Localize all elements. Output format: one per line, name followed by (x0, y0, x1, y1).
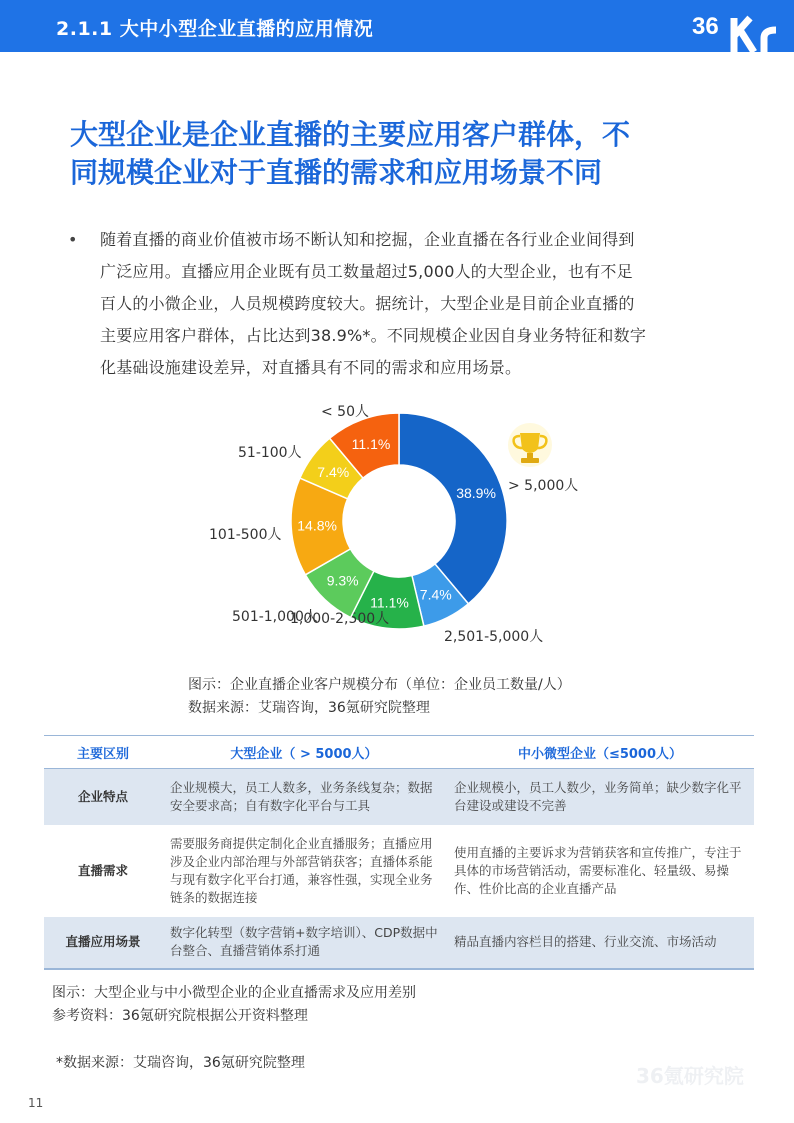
36kr-logo (684, 0, 794, 52)
svg-text:36: 36 (692, 13, 719, 40)
donut-chart (0, 395, 794, 660)
slice-category-label: > 5,000人 (508, 478, 579, 494)
slice-category-label: 2,501-5,000人 (444, 629, 544, 645)
table-cell-small: 使用直播的主要诉求为营销获客和宣传推广，专注于具体的市场营销活动，需要标准化、轻量级、易操作、性价比高的企业直播产品 (454, 844, 742, 896)
chart-caption-source: 数据来源：艾瑞咨询，36氪研究院整理 (188, 700, 430, 716)
slice-category-label: 1,000-2,500人 (290, 611, 390, 627)
slice-category-label: 51-100人 (238, 445, 302, 461)
headline-line-2: 同规模企业对于直播的需求和应用场景不同 (70, 156, 603, 189)
page-header (0, 0, 794, 52)
table-header-cell: 主要区别 (44, 736, 162, 769)
slice-category-label: 501-1,000人 (232, 609, 318, 625)
slice-value-label: 11.1% (370, 594, 409, 611)
table-cell-small: 企业规模小，员工人数少，业务简单；缺少数字化平台建设或建设不完善 (446, 769, 754, 825)
headline-line-1: 大型企业是企业直播的主要应用客户群体，不 (70, 118, 631, 151)
comparison-table (44, 735, 754, 970)
table-cell-small: 精品直播内容栏目的搭建、行业交流、市场活动 (446, 917, 754, 969)
table-row (44, 769, 754, 825)
slice-value-label: 7.4% (317, 463, 350, 480)
paragraph-line: 随着直播的商业价值被市场不断认知和挖掘，企业直播在各行业企业间得到 (100, 230, 635, 249)
table-cell-large: 企业规模大，员工人数多，业务条线复杂；数据安全要求高；自有数字化平台与工具 (162, 769, 446, 825)
slice-value-label: 7.4% (419, 586, 452, 603)
table-row (44, 917, 754, 969)
section-title: 2.1.1 大中小型企业直播的应用情况 (56, 18, 374, 40)
paragraph-line: 主要应用客户群体，占比达到38.9%*。不同规模企业因自身业务特征和数字 (100, 326, 647, 345)
watermark: 36氪研究院 (636, 1064, 744, 1088)
table-caption-source: 参考资料：36氪研究院根据公开资料整理 (52, 1008, 308, 1024)
chart-caption-title: 图示：企业直播企业客户规模分布（单位：企业员工数量/人） (188, 677, 571, 693)
chart-caption (188, 674, 571, 720)
body-paragraph (100, 224, 730, 384)
paragraph-line: 广泛应用。直播应用企业既有员工数量超过5,000人的大型企业，也有不足 (100, 262, 633, 281)
table-header-cell: 大型企业（ > 5000人） (162, 736, 446, 769)
row-label: 直播需求 (77, 862, 128, 878)
paragraph-line: 百人的小微企业，人员规模跨度较大。据统计，大型企业是目前企业直播的 (100, 294, 635, 313)
table-header-cell: 中小微型企业（≤5000人） (446, 736, 754, 769)
slice-value-label: 38.9% (456, 484, 496, 501)
row-label: 企业特点 (44, 769, 162, 825)
footnote: *数据来源：艾瑞咨询，36氪研究院整理 (56, 1055, 305, 1071)
paragraph-line: 化基础设施建设差异，对直播具有不同的需求和应用场景。 (100, 358, 522, 377)
table-row (44, 825, 754, 917)
table-caption-title: 图示：大型企业与中小微型企业的企业直播需求及应用差别 (52, 985, 416, 1001)
row-label: 直播应用场景 (44, 917, 162, 969)
table-cell-large: 需要服务商提供定制化企业直播服务；直播应用涉及企业内部治理与外部营销获客；直播体系能与现有数字化平台打通，兼容性强，实现全业务链条的数据连接 (170, 835, 433, 905)
slice-value-label: 9.3% (326, 572, 359, 589)
headline (70, 116, 750, 192)
table-cell-large: 数字化转型（数字营销+数字培训）、CDP数据中台整合、直播营销体系打通 (162, 917, 446, 969)
slice-category-label: < 50人 (321, 404, 369, 420)
trophy-icon (508, 423, 552, 467)
slice-value-label: 11.1% (351, 435, 391, 452)
slice-value-label: 14.8% (297, 517, 337, 534)
slice-category-label: 101-500人 (209, 527, 282, 543)
bullet-marker: • (68, 230, 78, 249)
table-caption (52, 982, 416, 1028)
table-header-row (44, 736, 754, 769)
page-number: 11 (28, 1096, 44, 1110)
